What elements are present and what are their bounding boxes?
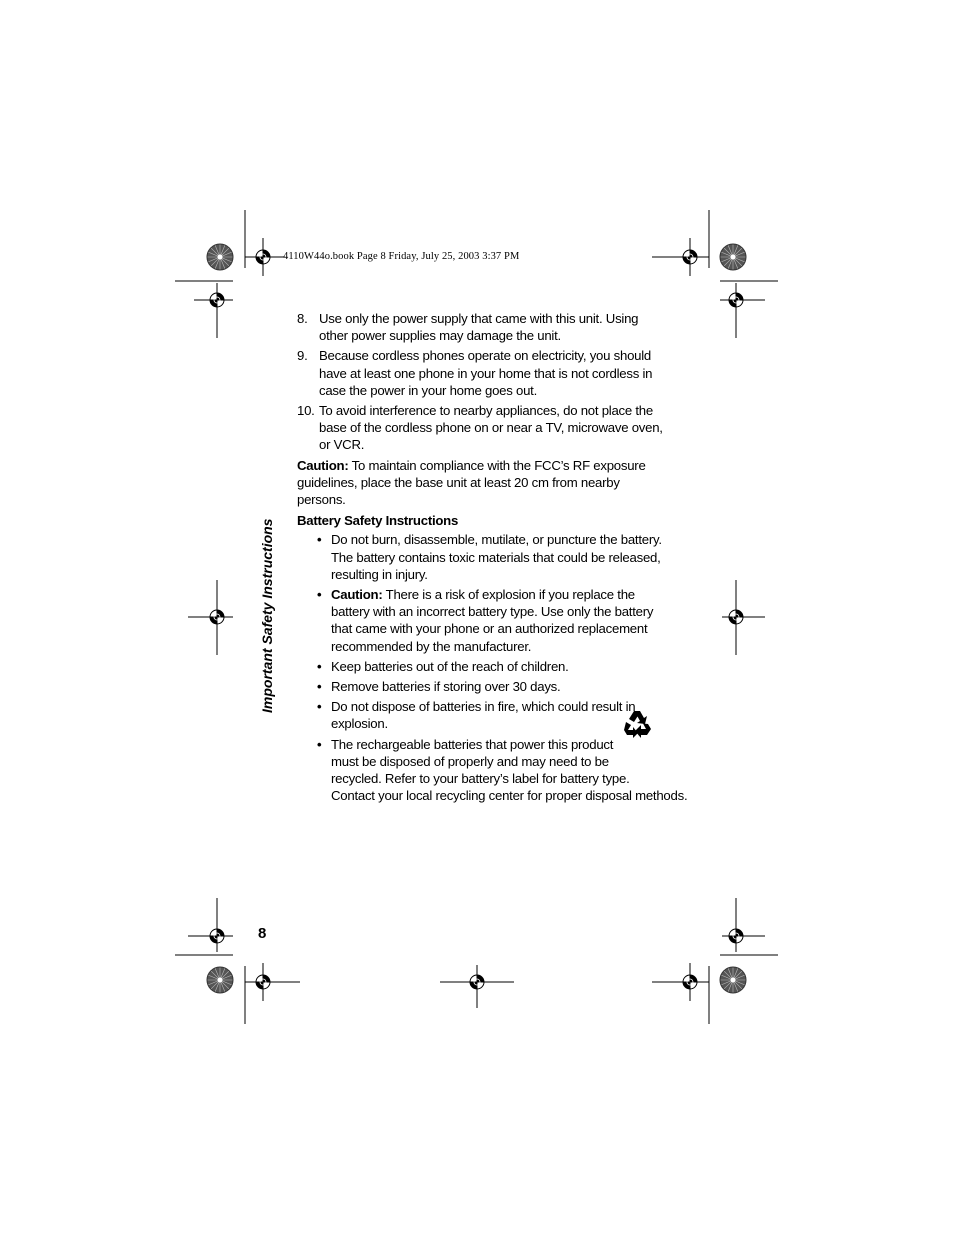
list-item: • Caution: There is a risk of explosion if you replace the battery with an incorrect battery type. Use only the battery that came with your phone or an authorized replacement recommended by the manufacturer. <box>317 587 654 654</box>
page-number: 8 <box>258 925 267 942</box>
registration-mark-icon <box>210 610 224 624</box>
list-item: • Remove batteries if storing over 30 days. <box>317 679 561 695</box>
print-file-header: 4110W44o.book Page 8 Friday, July 25, 2003 3:37 PM <box>283 251 520 262</box>
list-item: • Do not dispose of batteries in fire, which could result in explosion. <box>317 699 636 732</box>
list-item-recycling: • The rechargeable batteries that power this product must be disposed of properly and may need to be recycled. Refer to your battery’s label for battery type. Contact your local recycling center for proper disposal methods. <box>317 736 688 804</box>
caution-text: To maintain compliance with the FCC’s RF exposure guidelines, place the base unit at least 20 cm from nearby persons. <box>297 457 646 508</box>
color-target-icon <box>207 244 233 270</box>
registration-mark-icon <box>210 293 224 307</box>
registration-mark-icon <box>729 610 743 624</box>
list-item: • Do not burn, disassemble, mutilate, or puncture the battery. The battery contains toxic materials that could be released, resulting in injury. <box>317 532 662 582</box>
color-target-icon <box>207 967 233 993</box>
numbered-item: 8. Use only the power supply that came with this unit. Using other power supplies may damage the unit. <box>297 311 639 344</box>
fcc-caution-paragraph <box>297 457 667 509</box>
section-side-title: Important Safety Instructions <box>259 518 275 713</box>
recycle-icon <box>622 708 654 740</box>
numbered-item: 10. To avoid interference to nearby appliances, do not place the base of the cordless phone on or near a TV, microwave oven, or VCR. <box>297 403 663 453</box>
color-target-icon <box>720 244 746 270</box>
caution-label: Caution: <box>297 457 349 473</box>
list-item: • Keep batteries out of the reach of children. <box>317 658 569 674</box>
battery-safety-heading: Battery Safety Instructions <box>297 513 459 529</box>
registration-mark-icon <box>256 975 270 989</box>
numbered-item: 9. Because cordless phones operate on electricity, you should have at least one phone in your home that is not cordless in case the power in your home goes out. <box>297 348 653 398</box>
registration-mark-icon <box>683 975 697 989</box>
registration-mark-icon <box>470 975 484 989</box>
registration-mark-icon <box>256 250 270 264</box>
registration-mark-icon <box>210 929 224 943</box>
color-target-icon <box>720 967 746 993</box>
registration-mark-icon <box>683 250 697 264</box>
registration-mark-icon <box>729 293 743 307</box>
page-body <box>297 310 688 807</box>
registration-mark-icon <box>729 929 743 943</box>
